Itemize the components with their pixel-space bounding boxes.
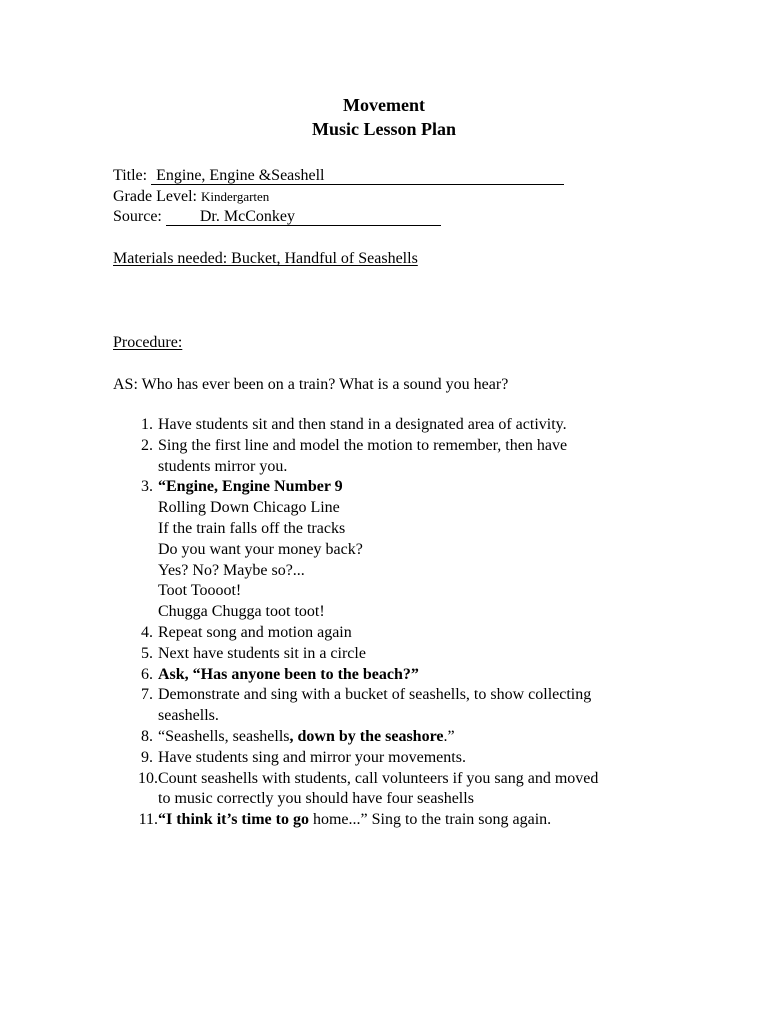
source-value-text: Dr. McConkey: [199, 208, 295, 225]
song-line: Do you want your money back?: [158, 540, 363, 558]
list-item: [113, 665, 673, 686]
step-text: Have students sing and mirror your movements.: [158, 748, 466, 766]
step-text: .”: [443, 727, 455, 745]
heading-lesson-plan: Music Lesson Plan: [311, 119, 457, 139]
step-text: “Seashells, seashells: [158, 727, 290, 745]
title-value-text: Engine, Engine &Seashell: [156, 167, 325, 184]
list-item: [113, 769, 673, 811]
song-line: Yes? No? Maybe so?...: [158, 561, 305, 579]
step-text: Ask, “Has anyone been to the beach?”: [158, 665, 419, 683]
step-number: 9.: [141, 748, 153, 766]
song-line: Rolling Down Chicago Line: [158, 499, 340, 517]
title-field: [113, 165, 564, 186]
grade-label: Grade Level:: [113, 188, 201, 205]
materials-needed: Materials needed: Bucket, Handful of Seashells: [113, 250, 418, 267]
list-item: [113, 810, 673, 831]
song-line: Chugga Chugga toot toot!: [158, 603, 325, 621]
song-line: Toot Toooot!: [158, 582, 242, 600]
list-item: [113, 685, 673, 727]
step-text: Sing the first line and model the motion to remember, then have: [158, 436, 568, 454]
step-text: Repeat song and motion again: [158, 623, 352, 641]
step-text: Have students sit and then stand in a designated area of activity.: [158, 416, 567, 433]
step-number: 4.: [141, 623, 153, 641]
list-item: [113, 644, 673, 665]
list-item: [113, 623, 673, 644]
step-number: 8.: [141, 727, 153, 745]
title-value: [151, 167, 564, 185]
step-text: home...” Sing to the train song again.: [308, 811, 552, 829]
procedure-label: Procedure:: [113, 334, 183, 351]
step-text-bold: , down by the seashore: [289, 727, 444, 745]
step-number: 10.: [138, 769, 158, 787]
source-value: [166, 208, 441, 226]
step-text: Next have students sit in a circle: [158, 644, 366, 662]
list-item: [113, 748, 673, 769]
song-line: If the train falls off the tracks: [158, 519, 346, 537]
step-number: 11.: [138, 811, 158, 829]
grade-value: Kindergarten: [200, 189, 270, 204]
list-item: [113, 415, 673, 436]
heading-movement: Movement: [343, 95, 425, 115]
procedure-steps: [113, 415, 673, 831]
step-text-bold: “I think it’s time to go: [158, 811, 309, 829]
step-number: 6.: [141, 665, 153, 683]
grade-level-field: [113, 186, 269, 207]
anticipatory-set: AS: Who has ever been on a train? What is a sound you hear?: [113, 376, 509, 393]
step-text: Demonstrate and sing with a bucket of seashells, to show collecting: [158, 686, 592, 704]
step-text: students mirror you.: [158, 457, 288, 475]
source-field: [113, 206, 441, 227]
step-text: Count seashells with students, call volunteers if you sang and moved: [158, 769, 599, 787]
step-number: 5.: [141, 644, 153, 662]
list-item: [113, 436, 673, 478]
title-label: Title:: [113, 167, 152, 184]
step-text: seashells.: [158, 707, 219, 725]
step-number: 7.: [141, 686, 153, 704]
step-number: 1.: [141, 416, 153, 433]
step-number: 2.: [141, 436, 153, 454]
step-number: 3.: [141, 478, 153, 496]
song-line: “Engine, Engine Number 9: [158, 478, 343, 496]
list-item: [113, 727, 673, 748]
step-text: to music correctly you should have four seashells: [158, 790, 474, 808]
source-label: Source:: [113, 208, 166, 225]
list-item: [113, 477, 673, 623]
